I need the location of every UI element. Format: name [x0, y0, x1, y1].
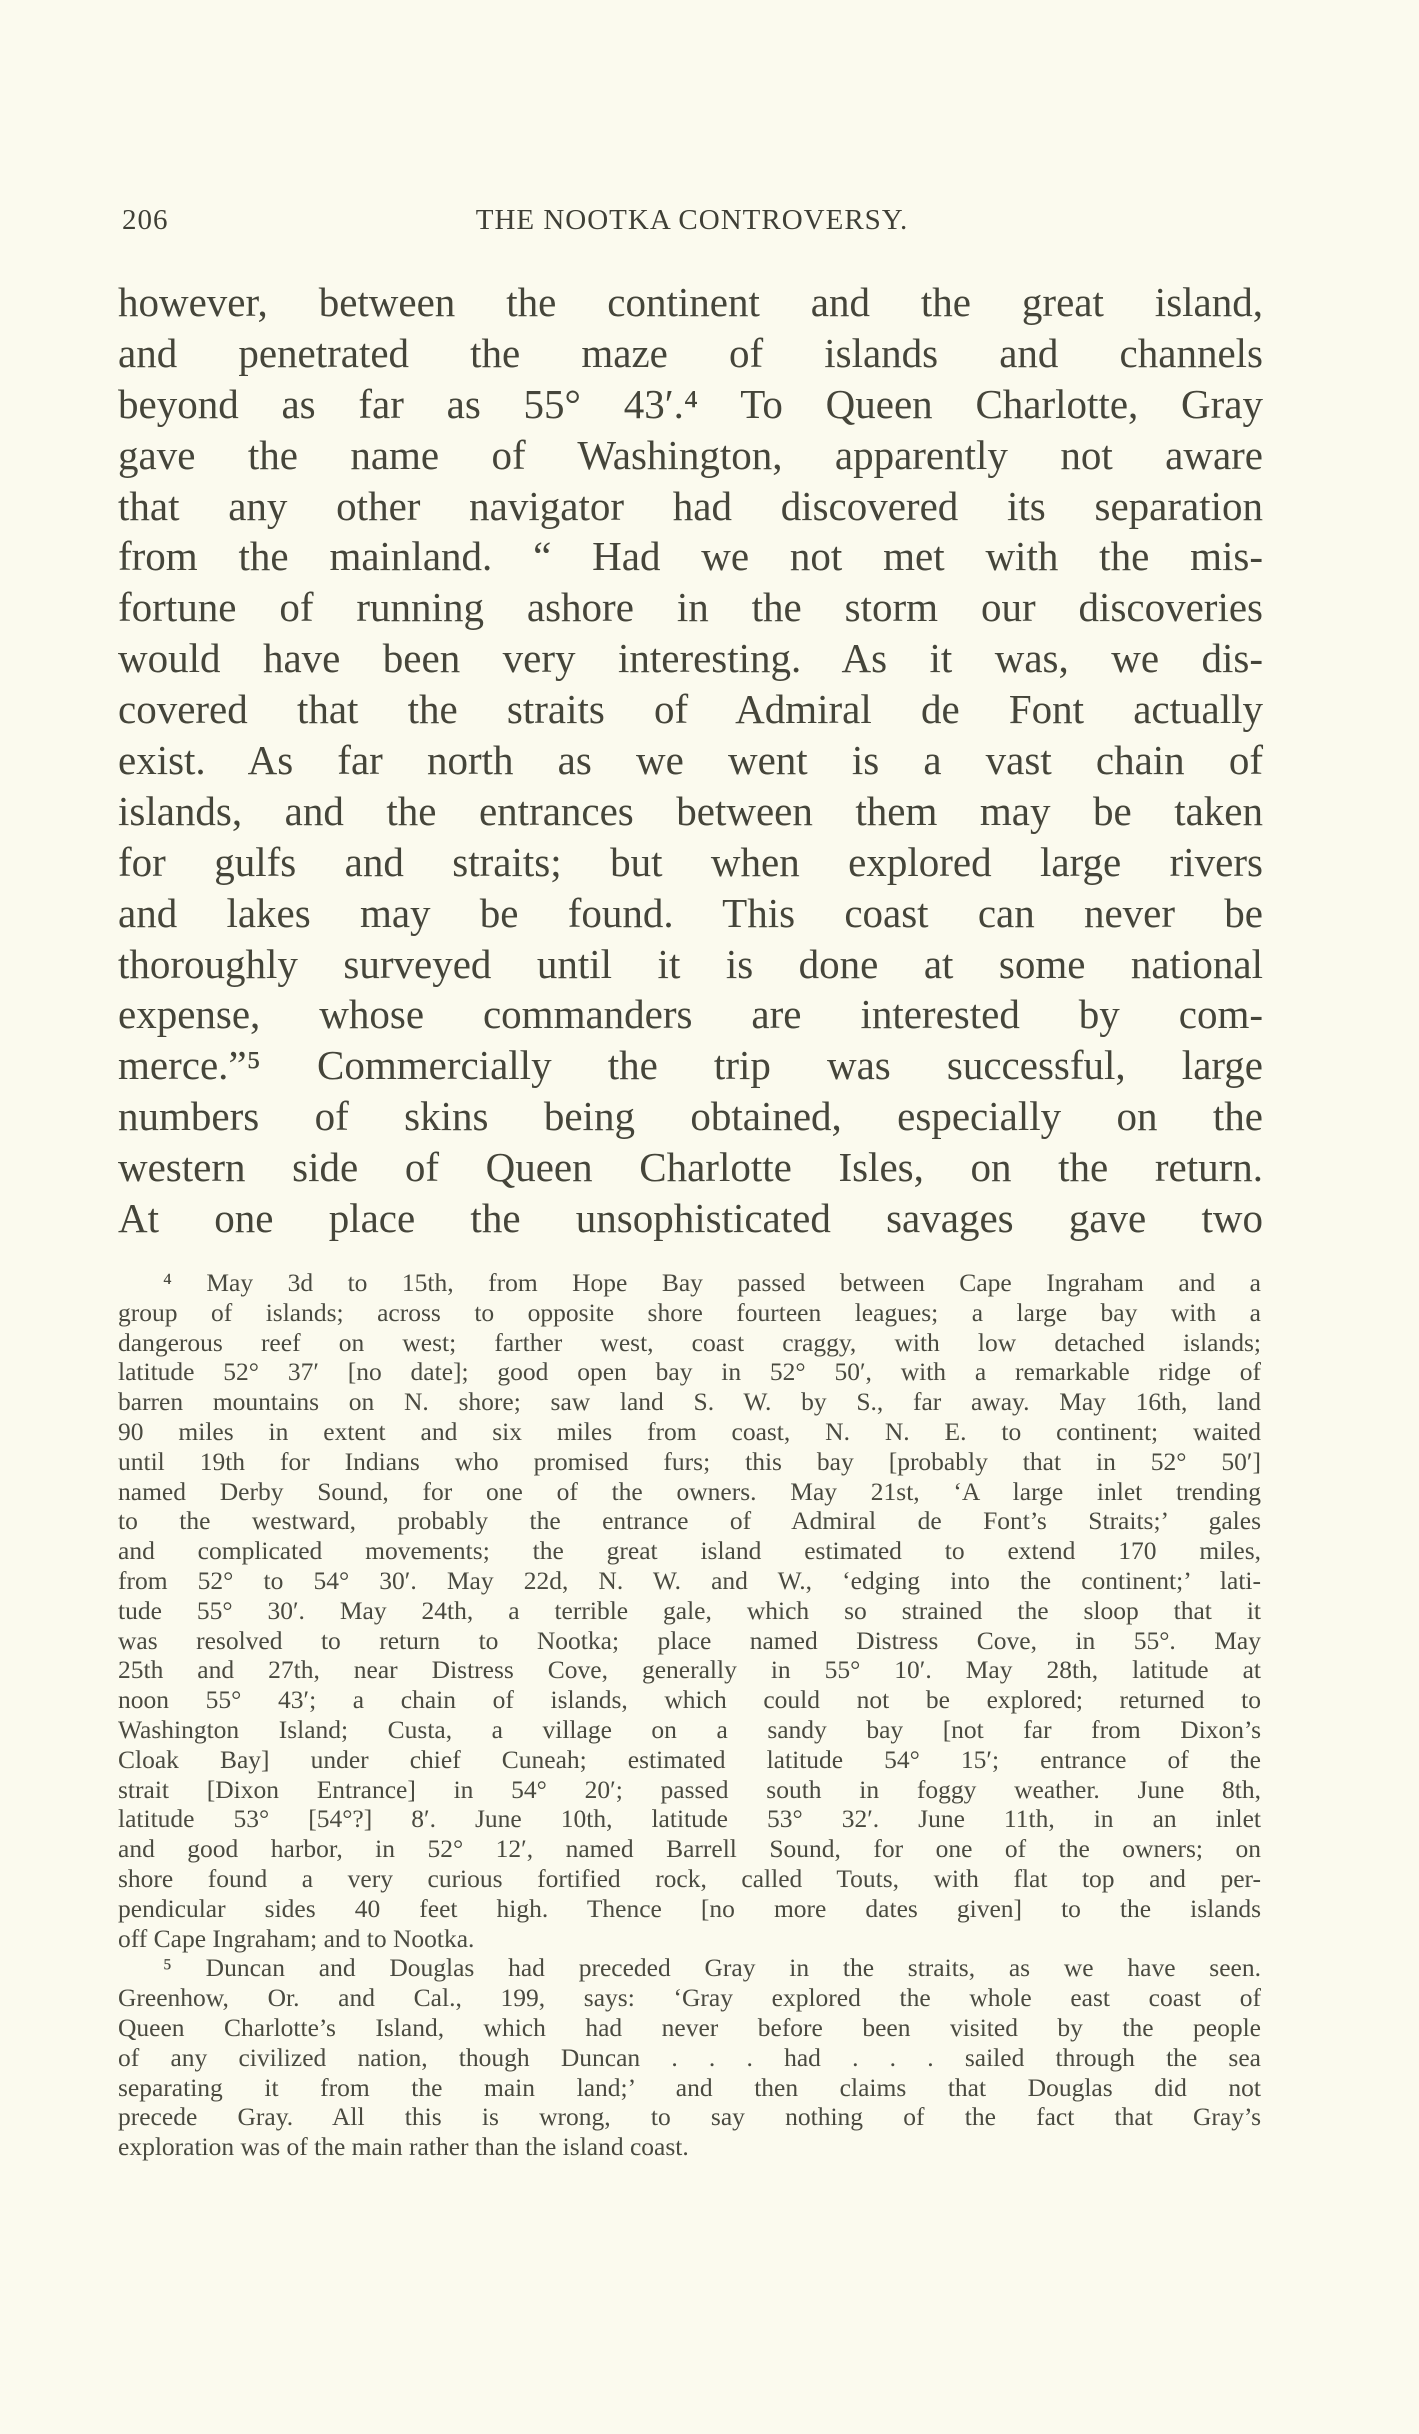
- footnote-4-line: 25th and 27th, near Distress Cove, generally in 55° 10′. May 28th, latitude at: [118, 1655, 1261, 1685]
- body-text-line: and penetrated the maze of islands and channels: [118, 329, 1263, 376]
- footnote-4-line: pendicular sides 40 feet high. Thence [no more dates given] to the islands: [118, 1893, 1261, 1923]
- body-text-line: from the mainland. “ Had we not met with the mis-: [118, 533, 1263, 580]
- footnote-4-line: Cloak Bay] under chief Cuneah; estimated latitude 54° 15′; entrance of the: [118, 1744, 1261, 1774]
- body-text-line: covered that the straits of Admiral de Font actually: [118, 686, 1263, 733]
- footnote-4-line: barren mountains on N. shore; saw land S. W. by S., far away. May 16th, land: [118, 1387, 1261, 1417]
- body-text-line: numbers of skins being obtained, especially on the: [118, 1093, 1263, 1140]
- footnote-4-line: Washington Island; Custa, a village on a sandy bay [not far from Dixon’s: [118, 1714, 1261, 1744]
- page-number: 206: [122, 204, 169, 236]
- footnote-4-line: strait [Dixon Entrance] in 54° 20′; passed south in foggy weather. June 8th,: [118, 1774, 1261, 1804]
- body-text-line: thoroughly surveyed until it is done at some national: [118, 940, 1263, 987]
- footnote-4-line: and good harbor, in 52° 12′, named Barrell Sound, for one of the owners; on: [118, 1834, 1261, 1864]
- footnote-4-line: until 19th for Indians who promised furs; this bay [probably that in 52° 50′]: [118, 1446, 1261, 1476]
- body-text-line: At one place the unsophisticated savages gave two: [118, 1195, 1263, 1242]
- body-text-line: fortune of running ashore in the storm our discoveries: [118, 584, 1263, 631]
- footnote-4-line: shore found a very curious fortified rock, called Touts, with flat top and per-: [118, 1863, 1261, 1893]
- footnote-4-line: group of islands; across to opposite shore fourteen leagues; a large bay with a: [118, 1297, 1261, 1327]
- footnote-4-line: 90 miles in extent and six miles from coast, N. N. E. to continent; waited: [118, 1416, 1261, 1446]
- body-text: [118, 277, 1263, 1244]
- running-header: [122, 204, 1262, 240]
- footnote-5-line: separating it from the main land;’ and then claims that Douglas did not: [118, 2072, 1261, 2102]
- footnote-4-line: tude 55° 30′. May 24th, a terrible gale, which so strained the sloop that it: [118, 1595, 1261, 1625]
- footnote-5-line: of any civilized nation, though Duncan . . . had . . . sailed through the sea: [118, 2042, 1261, 2072]
- body-text-line: gave the name of Washington, apparently not aware: [118, 431, 1263, 478]
- body-text-line: beyond as far as 55° 43′.⁴ To Queen Charlotte, Gray: [118, 380, 1263, 427]
- body-text-line: would have been very interesting. As it was, we dis-: [118, 635, 1263, 682]
- footnote-4-line: latitude 53° [54°?] 8′. June 10th, latitude 53° 32′. June 11th, in an inlet: [118, 1804, 1261, 1834]
- body-text-line: exist. As far north as we went is a vast chain of: [118, 737, 1263, 784]
- body-text-line: expense, whose commanders are interested by com-: [118, 991, 1263, 1038]
- running-title: THE NOOTKA CONTROVERSY.: [475, 204, 909, 236]
- footnote-5-line: precede Gray. All this is wrong, to say nothing of the fact that Gray’s: [118, 2102, 1261, 2132]
- footnote-4-line: noon 55° 43′; a chain of islands, which could not be explored; returned to: [118, 1685, 1261, 1715]
- footnote-4-line: named Derby Sound, for one of the owners. May 21st, ‘A large inlet trending: [118, 1476, 1261, 1506]
- footnote-4-line: dangerous reef on west; farther west, coast craggy, with low detached islands;: [118, 1327, 1261, 1357]
- footnote-4-line: was resolved to return to Nootka; place named Distress Cove, in 55°. May: [118, 1625, 1261, 1655]
- footnote-4-line: off Cape Ingraham; and to Nootka.: [118, 1923, 475, 1953]
- body-text-line: western side of Queen Charlotte Isles, on the return.: [118, 1144, 1263, 1191]
- body-text-line: that any other navigator had discovered its separation: [118, 482, 1263, 529]
- body-text-line: islands, and the entrances between them may be taken: [118, 787, 1263, 834]
- footnote-4-line: to the westward, probably the entrance of Admiral de Font’s Straits;’ gales: [118, 1506, 1261, 1536]
- body-text-line: for gulfs and straits; but when explored large rivers: [118, 838, 1263, 885]
- body-text-line: however, between the continent and the great island,: [118, 279, 1263, 325]
- footnote-5-line: Queen Charlotte’s Island, which had never before been visited by the people: [118, 2012, 1261, 2042]
- footnote-4-line: and complicated movements; the great island estimated to extend 170 miles,: [118, 1536, 1261, 1566]
- body-text-line: merce.”⁵ Commercially the trip was successful, large: [118, 1042, 1263, 1089]
- body-text-line: and lakes may be found. This coast can never be: [118, 889, 1263, 936]
- footnote-5-line: ⁵ Duncan and Douglas had preceded Gray in the straits, as we have seen.: [163, 1953, 1261, 1983]
- footnote-4-line: from 52° to 54° 30′. May 22d, N. W. and W., ‘edging into the continent;’ lati-: [118, 1565, 1261, 1595]
- footnote-4-line: ⁴ May 3d to 15th, from Hope Bay passed between Cape Ingraham and a: [163, 1268, 1261, 1297]
- footnote-5-line: Greenhow, Or. and Cal., 199, says: ‘Gray explored the whole east coast of: [118, 1983, 1261, 2013]
- footnote-4-line: latitude 52° 37′ [no date]; good open bay in 52° 50′, with a remarkable ridge of: [118, 1357, 1261, 1387]
- footnotes: [118, 1268, 1261, 2162]
- footnote-5-line: exploration was of the main rather than the island coast.: [118, 2132, 689, 2162]
